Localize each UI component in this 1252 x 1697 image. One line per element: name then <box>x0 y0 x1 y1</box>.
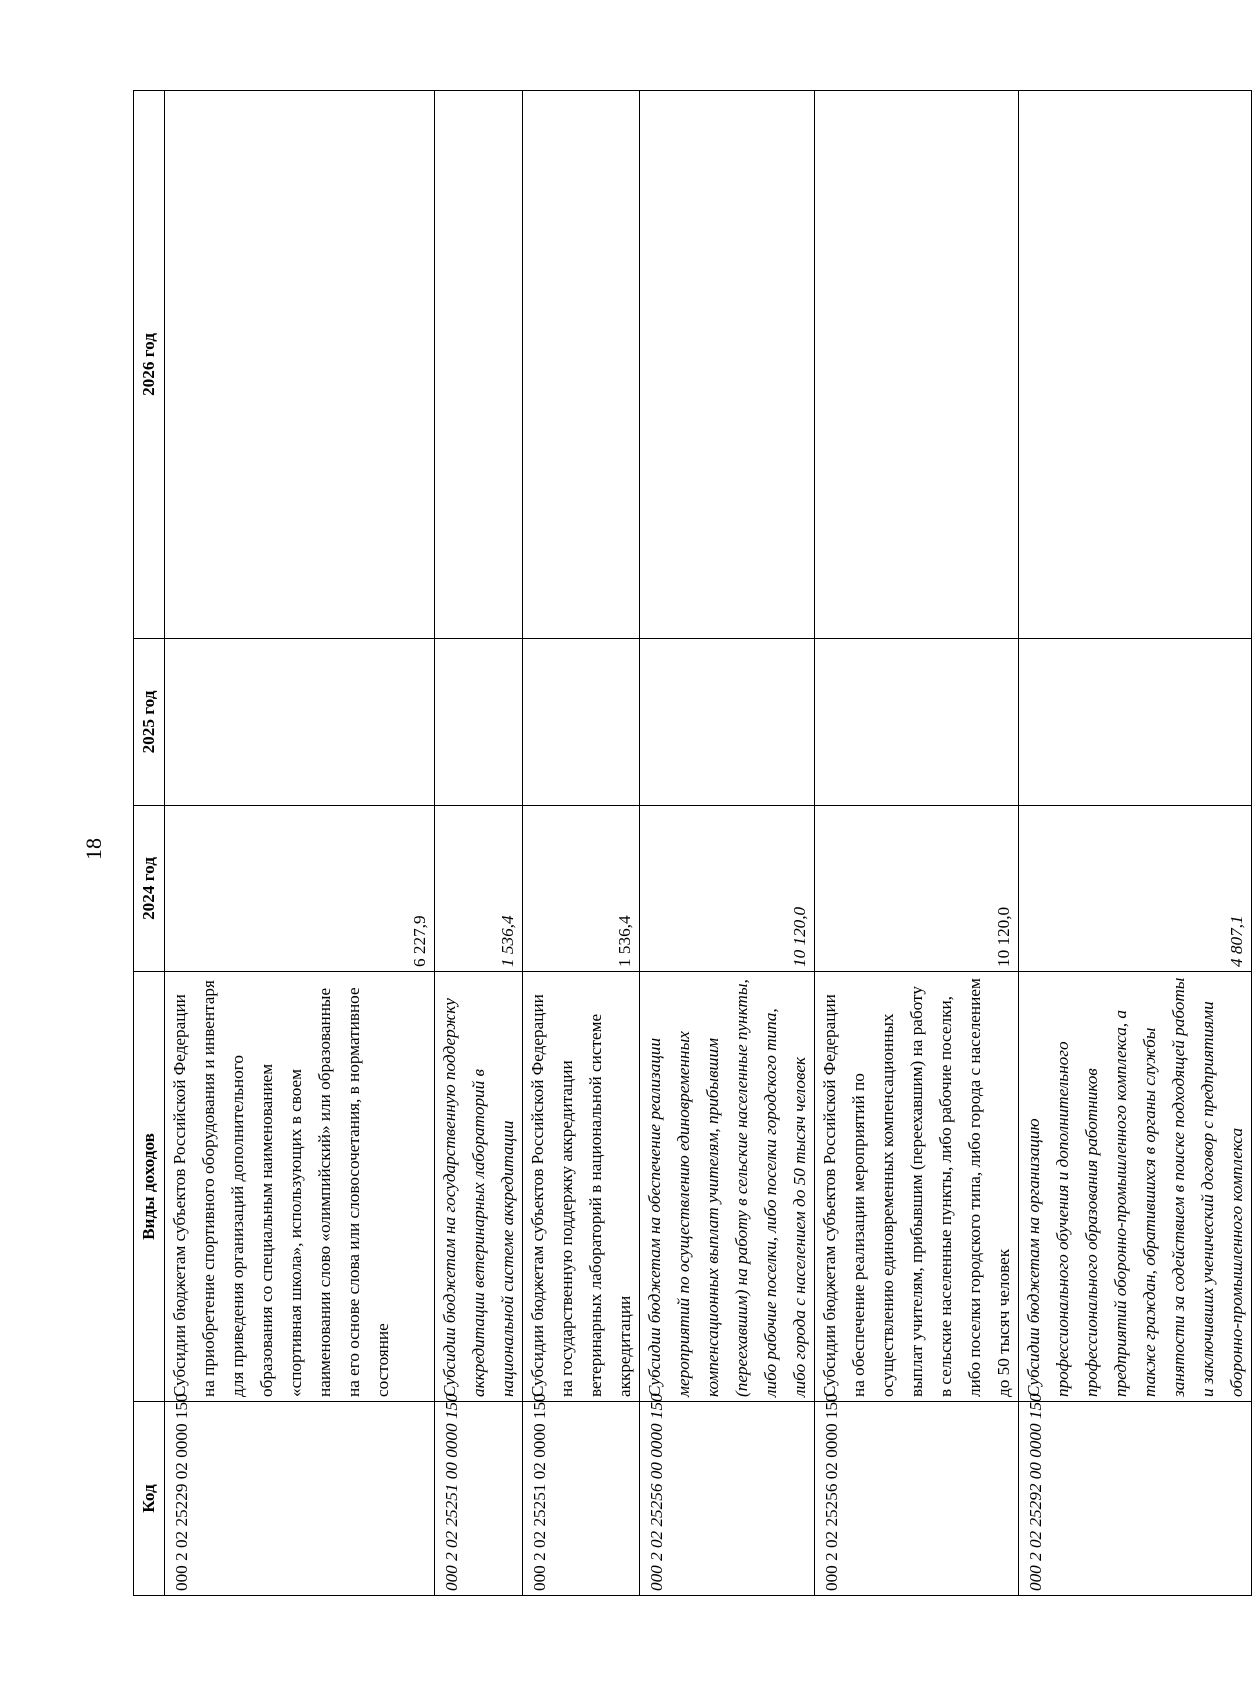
row-value-2025 <box>1019 639 1252 806</box>
row-value-2024: 10 120,0 <box>640 806 815 972</box>
row-code: 000 2 02 25292 00 0000 150 <box>1019 1402 1252 1596</box>
row-code: 000 2 02 25251 00 0000 150 <box>435 1402 523 1596</box>
header-code: Код <box>134 1402 165 1596</box>
row-value-2025 <box>640 639 815 806</box>
row-value-2025 <box>435 639 523 806</box>
row-value-2026 <box>435 91 523 639</box>
row-value-2024: 1 536,4 <box>435 806 523 972</box>
table-row <box>640 91 815 1596</box>
rotated-page <box>133 91 1246 1596</box>
row-name: Субсидии бюджетам субъектов Российской Федерации на приобретение спортивного оборудования и инвентаря для приведения организаций дополнительного образования со специальным наименованием «спортивная школа», использующих в своем наименовании слово «олимпийский» или образованные на его основе слова или словосочетания, в нормативное состояние <box>165 972 435 1402</box>
row-value-2026 <box>640 91 815 639</box>
table-header-row <box>134 91 165 1596</box>
row-code: 000 2 02 25256 02 0000 150 <box>815 1402 1019 1596</box>
page-number: 18 <box>81 838 106 860</box>
row-name: Субсидии бюджетам на государственную поддержку аккредитации ветеринарных лабораторий в национальной системе аккредитации <box>435 972 523 1402</box>
rotated-table-container <box>133 91 1246 1596</box>
row-name: Субсидии бюджетам на обеспечение реализации мероприятий по осуществлению единовременных компенсационных выплат учителям, прибывшим (переехавшим) на работу в сельские населенные пункты, либо рабочие поселки, либо поселки городского типа, либо города с населением до 50 тысяч человек <box>640 972 815 1402</box>
row-name: Субсидии бюджетам субъектов Российской Федерации на государственную поддержку аккредитации ветеринарных лабораторий в национальной системе аккредитации <box>523 972 640 1402</box>
row-value-2026 <box>523 91 640 639</box>
row-value-2024: 6 227,9 <box>165 806 435 972</box>
row-value-2025 <box>523 639 640 806</box>
row-value-2024: 4 807,1 <box>1019 806 1252 972</box>
row-value-2025 <box>815 639 1019 806</box>
header-2024: 2024 год <box>134 806 165 972</box>
row-code: 000 2 02 25229 02 0000 150 <box>165 1402 435 1596</box>
table-body <box>165 91 1252 1596</box>
table-row <box>523 91 640 1596</box>
table-row <box>1019 91 1252 1596</box>
row-value-2026 <box>815 91 1019 639</box>
row-name: Субсидии бюджетам на организацию профессионального обучения и дополнительного профессионального образования работников предприятий оборонно-промышленного комплекса, а также граждан, обратившихся в органы службы занятости за содействием в поиске подходящей работы и заключивших ученический договор с предприятиями оборонно-промышленного комплекса <box>1019 972 1252 1402</box>
row-value-2026 <box>1019 91 1252 639</box>
row-value-2025 <box>165 639 435 806</box>
table-row <box>435 91 523 1596</box>
row-code: 000 2 02 25251 02 0000 150 <box>523 1402 640 1596</box>
header-2026: 2026 год <box>134 91 165 639</box>
table-row <box>815 91 1019 1596</box>
row-value-2024: 10 120,0 <box>815 806 1019 972</box>
revenue-table <box>133 90 1252 1596</box>
row-code: 000 2 02 25256 00 0000 150 <box>640 1402 815 1596</box>
header-name: Виды доходов <box>134 972 165 1402</box>
table-row <box>165 91 435 1596</box>
row-value-2026 <box>165 91 435 639</box>
header-2025: 2025 год <box>134 639 165 806</box>
row-value-2024: 1 536,4 <box>523 806 640 972</box>
row-name: Субсидии бюджетам субъектов Российской Федерации на обеспечение реализации мероприятий по осуществлению единовременных компенсационных выплат учителям, прибывшим (переехавшим) на работу в сельские населенные пункты, либо рабочие поселки, либо поселки городского типа, либо города с населением до 50 тысяч человек <box>815 972 1019 1402</box>
